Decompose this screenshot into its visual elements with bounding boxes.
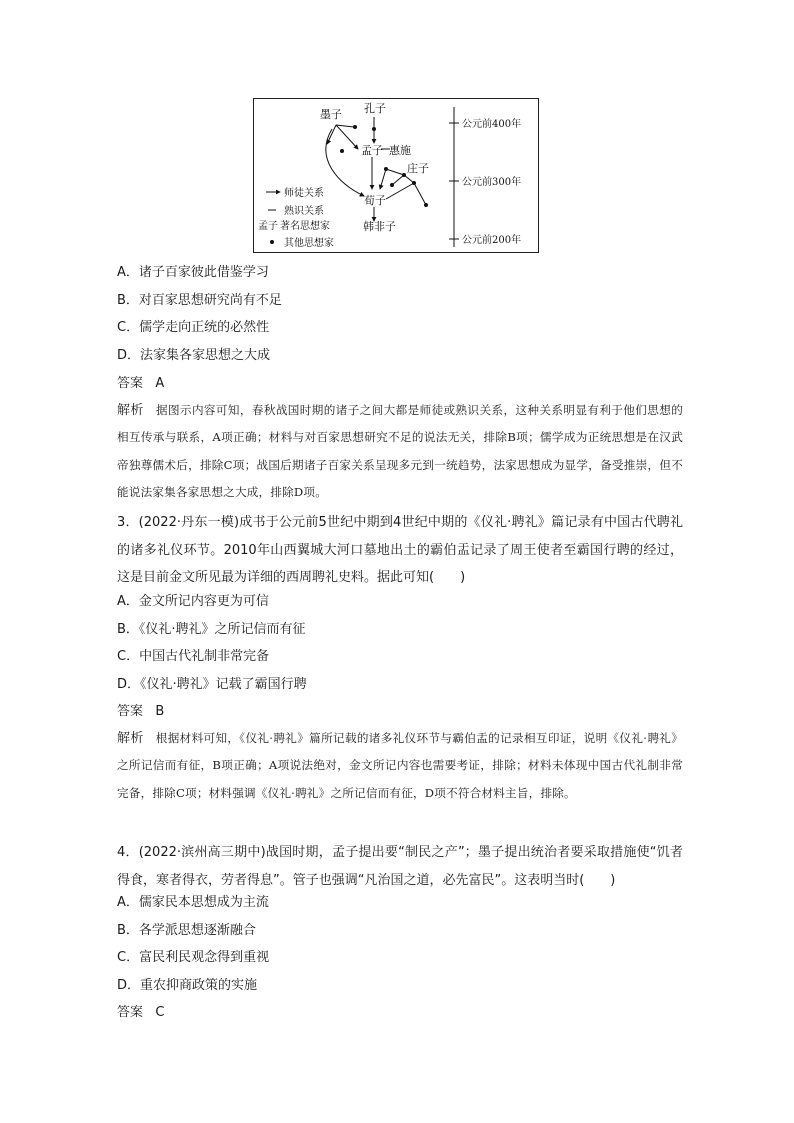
q4-answer-value: C — [155, 1005, 165, 1020]
q3-explanation — [117, 725, 683, 807]
q3-explanation-text: 根据材料可知，《仪礼·聘礼》篇所记载的诸多礼仪环节与霸伯盂的记录相互印证，说明《仪礼·聘礼》之所记信而有征，B项正确；A项说法绝对，金文所记内容也需要考证，排除；材料未体现中国古代礼制非常完备，排除C项；材料强调《仪礼·聘礼》之所记信而有征，D项不符合材料主旨，排除。 — [117, 731, 683, 800]
legend-dot-label: 其他思想家 — [284, 238, 334, 249]
q4-option-c: C．富民利民观念得到重视 — [117, 950, 270, 965]
q2-answer-value: A — [155, 376, 165, 391]
q3-explanation-label: 解析 — [117, 731, 144, 746]
thinker-kongzi: 孔子 — [364, 102, 386, 115]
q3-option-d: D．《仪礼·聘礼》记载了霸国行聘 — [117, 677, 307, 692]
q3-stem: 3．(2022·丹东一模)成书于公元前5世纪中期到4世纪中期的《仪礼·聘礼》篇记录有中国古代聘礼的诸多礼仪环节。2010年山西翼城大河口墓地出土的霸伯盂记录了周王使者至霸国行聘的经过，这是目前金文所见最为详细的西周聘礼史料。据此可知( ) — [117, 515, 683, 585]
q2-answer-label: 答案 — [117, 376, 144, 391]
timeline-300bc: 公元前300年 — [462, 177, 522, 188]
thinker-hanfeizi: 韩非子 — [363, 220, 396, 233]
thinker-mengzi: 孟子 — [361, 144, 383, 157]
thinker-mozi: 墨子 — [320, 108, 342, 121]
q2-option-a: A．诸子百家彼此借鉴学习 — [117, 265, 269, 280]
q4-option-d: D．重农抑商政策的实施 — [117, 978, 258, 993]
relationship-diagram — [254, 99, 540, 254]
timeline-400bc: 公元前400年 — [462, 119, 522, 130]
q3-answer-value: B — [155, 704, 165, 719]
timeline-200bc: 公元前200年 — [462, 235, 522, 246]
q2-explanation — [117, 397, 683, 507]
thinkers-relationship-figure — [253, 98, 539, 253]
timeline — [449, 107, 521, 247]
thinker-xunzi: 荀子 — [364, 194, 386, 207]
thinker-zhuangzi: 庄子 — [407, 162, 429, 175]
legend-famous-label: 著名思想家 — [280, 221, 330, 232]
legend-arrow-label: 师徒关系 — [284, 188, 324, 199]
q3-answer — [117, 704, 164, 720]
thinker-huishi: 惠施 — [389, 144, 411, 157]
q4-option-b: B．各学派思想逐渐融合 — [117, 923, 256, 938]
legend-famous-sample: 孟子 — [258, 221, 278, 232]
q3-answer-label: 答案 — [117, 704, 144, 719]
q2-answer — [117, 376, 164, 392]
q4-stem: 4．(2022·滨州高三期中)战国时期，孟子提出要“制民之产”；墨子提出统治者要采取措施使“饥者得食，寒者得衣，劳者得息”。管子也强调“凡治国之道，必先富民”。这表明当时( ) — [117, 845, 683, 888]
q3-option-b: B．《仪礼·聘礼》之所记信而有征 — [117, 622, 306, 637]
q4-option-a: A．儒家民本思想成为主流 — [117, 895, 269, 910]
q2-option-c: C．儒学走向正统的必然性 — [117, 320, 270, 335]
legend — [258, 186, 334, 249]
q2-option-d: D．法家集各家思想之大成 — [117, 348, 271, 363]
q4-answer-label: 答案 — [117, 1005, 144, 1020]
q3-option-c: C．中国古代礼制非常完备 — [117, 649, 270, 664]
q2-option-b: B．对百家思想研究尚有不足 — [117, 293, 282, 308]
q2-explanation-text: 据图示内容可知，春秋战国时期的诸子之间大都是师徒或熟识关系，这种关系明显有利于他们思想的相互传承与联系，A项正确；材料与对百家思想研究不足的说法无关，排除B项；儒学成为正统思想是在汉武帝独尊儒术后，排除C项；战国后期诸子百家关系呈现多元到一统趋势，法家思想成为显学，备受推崇，但不能说法家集各家思想之大成，排除D项。 — [117, 403, 683, 500]
legend-line-label: 熟识关系 — [284, 206, 324, 217]
q4-answer — [117, 1005, 165, 1021]
q2-explanation-label: 解析 — [117, 403, 144, 418]
q3-option-a: A．金文所记内容更为可信 — [117, 594, 269, 609]
